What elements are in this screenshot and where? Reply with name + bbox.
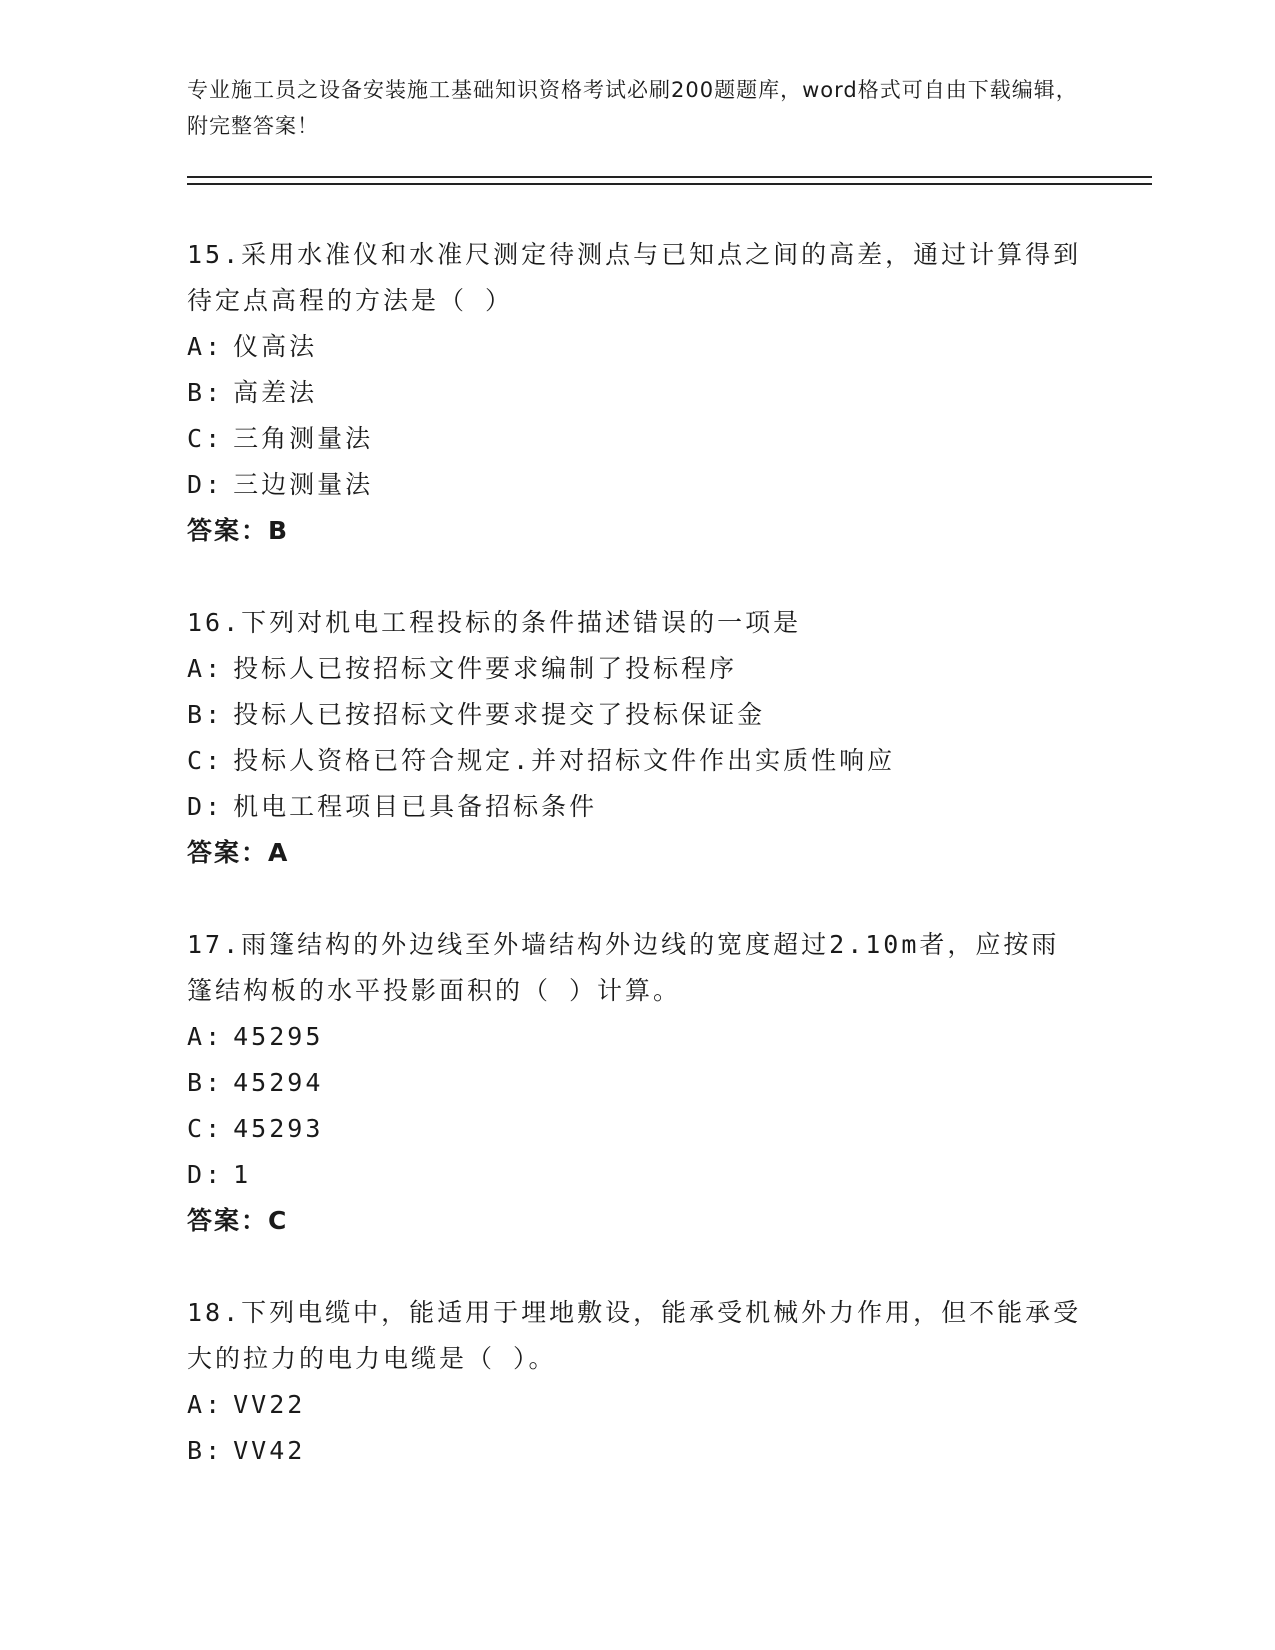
option-text: VV42 <box>233 1436 306 1465</box>
option-key: B <box>187 1436 206 1465</box>
question-stem: 15.采用水准仪和水准尺测定待测点与已知点之间的高差，通过计算得到待定点高程的方法是（ ） <box>187 240 1082 315</box>
option-key: B <box>187 1068 206 1097</box>
question-18 <box>187 1290 1087 1474</box>
option-a: A: 仪高法 <box>187 332 318 361</box>
option-text: 三角测量法 <box>233 424 374 453</box>
option-b: B: 投标人已按招标文件要求提交了投标保证金 <box>187 700 766 729</box>
question-stem: 18.下列电缆中，能适用于埋地敷设，能承受机械外力作用，但不能承受大的拉力的电力电缆是（ ）。 <box>187 1298 1082 1373</box>
question-17 <box>187 922 1087 1244</box>
option-a: A: 投标人已按招标文件要求编制了投标程序 <box>187 654 738 683</box>
header-divider-top <box>187 176 1152 178</box>
question-stem: 17.雨篷结构的外边线至外墙结构外边线的宽度超过2.10m者，应按雨篷结构板的水平投影面积的（ ）计算。 <box>187 930 1060 1005</box>
option-text: 45294 <box>233 1068 324 1097</box>
option-d: D: 1 <box>187 1160 252 1189</box>
option-c: C: 投标人资格已符合规定.并对招标文件作出实质性响应 <box>187 746 896 775</box>
option-key: C <box>187 746 206 775</box>
option-c: C: 三角测量法 <box>187 424 374 453</box>
question-list <box>187 232 1087 1520</box>
answer-line: 答案：C <box>187 1206 289 1235</box>
answer-line: 答案：B <box>187 516 290 545</box>
question-16 <box>187 600 1087 876</box>
option-text: VV22 <box>233 1390 306 1419</box>
option-text: 仪高法 <box>233 332 318 361</box>
option-key: D <box>187 1160 206 1189</box>
option-key: B <box>187 378 206 407</box>
option-key: C <box>187 1114 206 1143</box>
option-a: A: 45295 <box>187 1022 324 1051</box>
option-key: A <box>187 1390 206 1419</box>
question-stem: 16.下列对机电工程投标的条件描述错误的一项是 <box>187 608 802 637</box>
option-text: 机电工程项目已具备招标条件 <box>233 792 598 821</box>
option-text: 高差法 <box>233 378 318 407</box>
option-key: C <box>187 424 206 453</box>
option-key: D <box>187 792 206 821</box>
option-key: B <box>187 700 206 729</box>
option-text: 三边测量法 <box>233 470 374 499</box>
option-key: A <box>187 654 206 683</box>
option-text: 45293 <box>233 1114 324 1143</box>
option-d: D: 机电工程项目已具备招标条件 <box>187 792 598 821</box>
answer-line: 答案：A <box>187 838 290 867</box>
option-a: A: VV22 <box>187 1390 306 1419</box>
document-title: 专业施工员之设备安装施工基础知识资格考试必刷200题题库，word格式可自由下载编辑，附完整答案！ <box>187 78 1078 138</box>
option-text: 1 <box>233 1160 252 1189</box>
option-key: D <box>187 470 206 499</box>
option-text: 投标人已按招标文件要求编制了投标程序 <box>233 654 738 683</box>
option-b: B: VV42 <box>187 1436 306 1465</box>
option-key: A <box>187 1022 206 1051</box>
header-divider-bottom <box>187 183 1152 185</box>
question-15 <box>187 232 1087 554</box>
option-text: 投标人资格已符合规定.并对招标文件作出实质性响应 <box>233 746 896 775</box>
option-key: A <box>187 332 206 361</box>
option-b: B: 高差法 <box>187 378 318 407</box>
option-d: D: 三边测量法 <box>187 470 374 499</box>
option-b: B: 45294 <box>187 1068 324 1097</box>
option-text: 投标人已按招标文件要求提交了投标保证金 <box>233 700 766 729</box>
option-text: 45295 <box>233 1022 324 1051</box>
option-c: C: 45293 <box>187 1114 324 1143</box>
